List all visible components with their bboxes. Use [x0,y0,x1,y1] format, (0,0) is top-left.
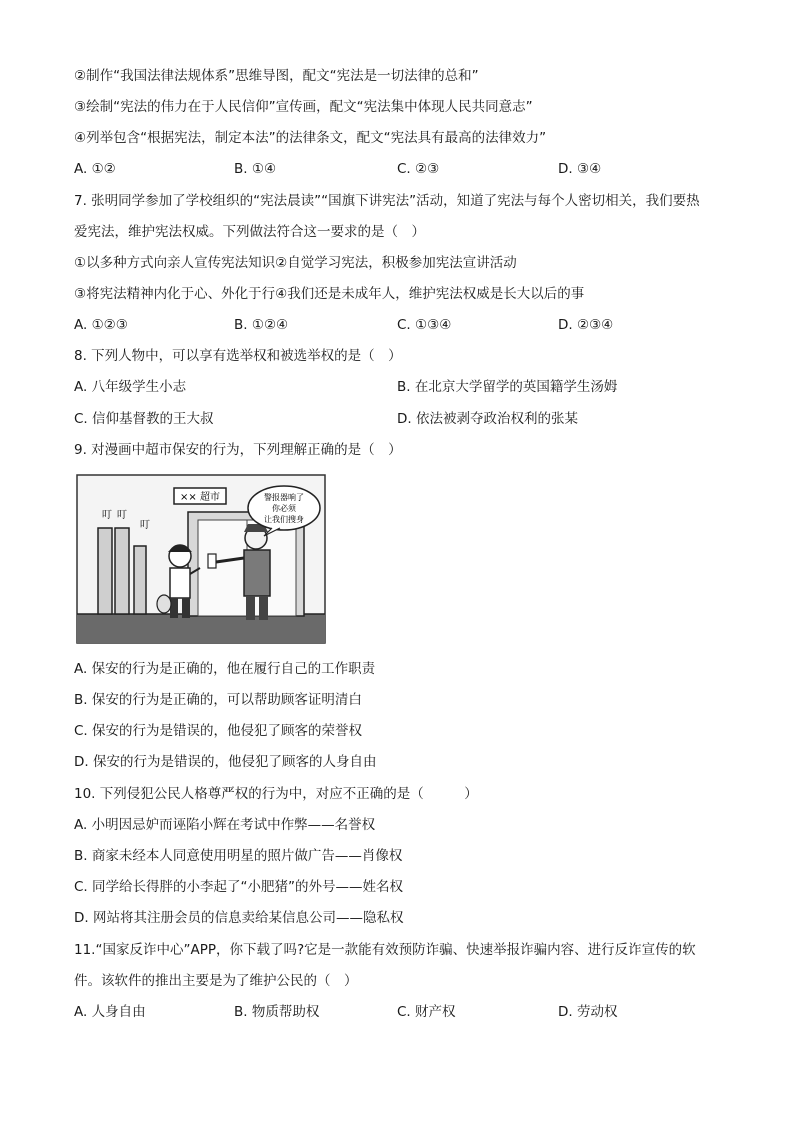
q7-option-b[interactable]: B. ①②④ [234,317,289,333]
q6-option-a[interactable]: A. ①② [74,161,116,177]
q10-option-c[interactable]: C. 同学给长得胖的小李起了“小肥猪”的外号——姓名权 [74,879,403,895]
q11-stem-line1: 11.“国家反诈中心”APP，你下载了吗?它是一款能有效预防诈骗、快速举报诈骗内容、进行反诈宣传的软 [74,942,696,958]
q8-stem: 8. 下列人物中，可以享有选举权和被选举权的是（ ） [74,348,402,364]
q9-option-a[interactable]: A. 保安的行为是正确的，他在履行自己的工作职责 [74,661,376,677]
q9-option-b[interactable]: B. 保安的行为是正确的，可以帮助顾客证明清白 [74,692,362,708]
speech-bubble-line2: 你必须 [272,504,296,513]
q11-option-a[interactable]: A. 人身自由 [74,1004,146,1020]
q6-option-c[interactable]: C. ②③ [397,161,440,177]
q8-option-d[interactable]: D. 依法被剥夺政治权利的张某 [397,411,578,427]
q9-option-d[interactable]: D. 保安的行为是错误的，他侵犯了顾客的人身自由 [74,754,377,770]
alarm-beep-3: 叮 [140,520,150,531]
q7-option-c[interactable]: C. ①③④ [397,317,452,333]
q11-options [74,1002,754,1022]
speech-bubble-line1: 警报器响了 [264,493,304,502]
alarm-beep-2: 叮 [117,510,127,521]
q7-option-a[interactable]: A. ①②③ [74,317,128,333]
q6-item-2: ②制作“我国法律法规体系”思维导图，配文“宪法是一切法律的总和” [74,68,479,84]
q9-stem: 9. 对漫画中超市保安的行为，下列理解正确的是（ ） [74,442,402,458]
q7-items-line2: ③将宪法精神内化于心、外化于行④我们还是未成年人，维护宪法权威是长大以后的事 [74,286,585,302]
q6-item-4: ④列举包含“根据宪法，制定本法”的法律条文，配文“宪法具有最高的法律效力” [74,130,547,146]
q8-options-row1 [74,377,754,397]
q7-options [74,315,754,335]
q11-stem-line2: 件。该软件的推出主要是为了维护公民的（ ） [74,973,358,989]
q10-stem: 10. 下列侵犯公民人格尊严权的行为中，对应不正确的是（ ） [74,786,478,802]
q10-option-a[interactable]: A. 小明因忌妒而诬陷小辉在考试中作弊——名誉权 [74,817,376,833]
q6-options [74,159,754,179]
q6-option-b[interactable]: B. ①④ [234,161,277,177]
store-sign: ×× 超市 [180,492,220,503]
q8-option-b[interactable]: B. 在北京大学留学的英国籍学生汤姆 [397,379,618,395]
alarm-beep-1: 叮 [102,510,112,521]
q9-option-c[interactable]: C. 保安的行为是错误的，他侵犯了顾客的荣誉权 [74,723,363,739]
q10-option-b[interactable]: B. 商家未经本人同意使用明星的照片做广告——肖像权 [74,848,403,864]
q6-item-3: ③绘制“宪法的伟力在于人民信仰”宣传画，配文“宪法集中体现人民共同意志” [74,99,533,115]
q10-option-d[interactable]: D. 网站将其注册会员的信息卖给某信息公司——隐私权 [74,910,404,926]
q6-option-d[interactable]: D. ③④ [558,161,602,177]
q8-option-a[interactable]: A. 八年级学生小志 [74,379,187,395]
q7-items-line1: ①以多种方式向亲人宣传宪法知识②自觉学习宪法，积极参加宪法宣讲活动 [74,255,517,271]
q7-stem-line2: 爱宪法，维护宪法权威。下列做法符合这一要求的是（ ） [74,224,425,240]
speech-bubble-line3: 让我们搜身 [264,515,304,524]
q7-stem-line1: 7. 张明同学参加了学校组织的“宪法晨读”“国旗下讲宪法”活动，知道了宪法与每个人密切相关，我们要热 [74,193,700,209]
q8-options-row2 [74,409,754,429]
q11-option-d[interactable]: D. 劳动权 [558,1004,618,1020]
security-guard-cartoon [76,474,326,644]
q7-option-d[interactable]: D. ②③④ [558,317,614,333]
q11-option-b[interactable]: B. 物质帮助权 [234,1004,320,1020]
q11-option-c[interactable]: C. 财产权 [397,1004,456,1020]
q8-option-c[interactable]: C. 信仰基督教的王大叔 [74,411,214,427]
